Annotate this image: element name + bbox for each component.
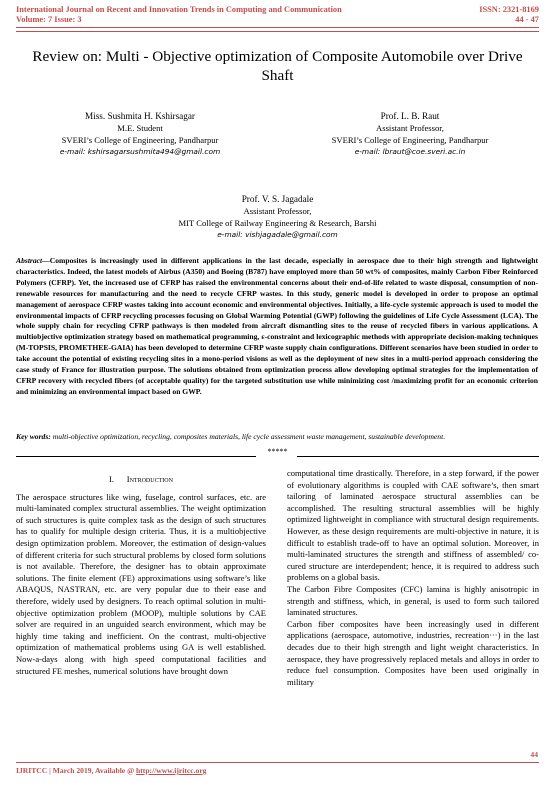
separator-line-left <box>16 456 256 457</box>
author-block-3 <box>127 193 428 241</box>
author-role: Assistant Professor, <box>243 206 312 216</box>
author-email: e-mail: vishjagadale@gmail.com <box>217 230 338 239</box>
paragraph: The Carbon Fibre Composites (CFC) lamina is highly anisotropic in strength and stiffness, which, in general, is used to form such tailored laminated structures. <box>287 583 539 618</box>
page-number: 44 <box>530 750 538 759</box>
journal-link[interactable]: http://www.ijritcc.org <box>136 766 207 775</box>
section-separator: ***** <box>267 447 288 456</box>
author-block-1 <box>30 110 250 158</box>
section-title: Introduction <box>126 474 173 484</box>
separator-line-right <box>297 456 539 457</box>
keywords-label: Key words: <box>16 432 51 441</box>
author-block-2 <box>295 110 525 158</box>
header-rule-bottom <box>16 31 539 32</box>
abstract-label: Abstract <box>16 256 43 265</box>
abstract <box>16 256 538 398</box>
author-affiliation: SVERI’s College of Engineering, Pandharpur <box>61 135 219 145</box>
footer-rule <box>16 762 539 763</box>
author-email: e-mail: kshirsagarsushmita494@gmail.com <box>59 147 221 156</box>
journal-name: International Journal on Recent and Innovation Trends in Computing and Communication <box>16 5 342 14</box>
author-name: Miss. Sushmita H. Kshirsagar <box>85 111 195 121</box>
author-affiliation: SVERI’s College of Engineering, Pandharpur <box>331 135 489 145</box>
paragraph: Carbon fiber composites have been increasingly used in different applications (aerospace, automotive, industries, recreation···) in the last decades due to their high strength and light weight characteristics. In aerospace, they have progressively replaced metals and alloys in order to reduce fuel consumption. Composites have been used originally in military <box>287 618 539 687</box>
author-name: Prof. V. S. Jagadale <box>241 194 314 204</box>
paragraph: The aerospace structures like wing, fuselage, control surfaces, etc. are multi-laminated complex structural assemblies. The weight optimization of such structures is quite complex task as the design of such structures has to qualify for multiple design criteria. Thus, it is a multiobjective design optimization problem. Moreover, the estimation of design-values of different criteria for such structural problems by closed form solutions is not available. Therefore, the designer has to obtain approximate solutions. The finite element (FE) approximations using software’s like ABAQUS, NASTRAN, etc. are very popular due to their ease and therefore, widely used by designers. To reach optimal solution in multi-objective optimization problem (MOOP), multiple solutions by CAE solver are required in an unguided search environment, which may be highly time taking and inefficient. On the contrast, multi-objective optimization of mathematical problems using GA is well established. Now-a-days along with high speed computational facilities and structured FE meshes, numerical solutions have brought down <box>16 491 266 676</box>
paper-title: Review on: Multi - Objective optimization of Composite Automobile over Drive Shaft <box>32 48 523 84</box>
keywords <box>16 432 538 442</box>
author-name: Prof. L. B. Raut <box>380 111 440 121</box>
journal-issn: ISSN: 2321-8169 <box>479 5 539 14</box>
right-column <box>287 468 539 688</box>
paragraph: computational time drastically. Therefore, in a step forward, if the power of evolutionary algorithms is coupled with CAE software’s, then smart tailoring of laminated aerospace structural assemblies can be accomplished. The resulting structural assemblies will be highly optimized lightweight in compliance with structural design requirements. However, as these design requirements are multi-objective in nature, it is difficult to establish trade-off to have an optimal solution. Moreover, in multi-laminated structures the strength and stiffness of assembled/ co-cured structure are interdependent; hence, it is required to address such problems on a global basis. <box>287 468 539 583</box>
journal-volume: Volume: 7 Issue: 3 <box>16 15 82 24</box>
header-rule-top <box>16 27 539 28</box>
footer <box>16 766 206 776</box>
footer-text: IJRITCC | March 2019, Available @ <box>16 766 137 775</box>
left-column <box>16 474 266 677</box>
author-affiliation: MIT College of Railway Engineering & Research, Barshi <box>178 218 377 228</box>
author-email: e-mail: lbraut@coe.sveri.ac.in <box>354 147 466 156</box>
section-number: I. <box>109 474 115 484</box>
keywords-text: multi-objective optimization, recycling, composites materials, life cycle assessment waste management, sustainable development. <box>50 432 446 441</box>
abstract-text: —Composites is increasingly used in different applications in the last decade, especially in aerospace due to their high strength and lightweight characteristics. Indeed, the latest models of Airbus (A350) and Boeing (B787) have employed more than 50 wt% of composites, mainly Carbon Fiber Reinforced Polymers (CFRP). Yet, the increased use of CFRP has raised the environmental concerns about their end-of-life related to waste disposal, consumption of non-renewable resources for manufacturing and the need to recycle CFRP wastes. In this study, generic model is developed in order to propose an optimal management of aerospace CFRP wastes taking into account economic and environmental objectives. Initially, a life-cycle systemic approach is used to model the environmental impacts of CFRP recycling processes focusing on Global Warming Potential (GWP) following the guidelines of Life Cycle Assessment (LCA). The whole supply chain for recycling CFRP pathways is then modeled from aircraft dismantling sites to the reuse of recycled fibers in various applications. A multiobjective optimization strategy based on mathematical programming, ε-constraint and lexicographic methods with appropriate decision-making techniques (M-TOPSIS, PROMETHEE-GAIA) has been developed to determine CFRP waste supply chain configurations. Different scenarios have been studied in order to take account the potential of existing recycling sites in a mono-period visions as well as the deployment of new sites in a multi-period approach considering the case study of France for illustration purpose. The solutions obtained from optimization process allow developing optimal strategies for the implementation of CFRP recovery with recycled fibers (of acceptable quality) for the targeted substitution use while minimizing cost /maximizing profit for an economic criterion and minimizing an environmental impact based on GWP. <box>16 256 538 396</box>
author-role: M.E. Student <box>117 123 163 133</box>
author-role: Assistant Professor, <box>376 123 444 133</box>
section-heading <box>16 474 266 486</box>
page-range: 44 - 47 <box>515 15 539 24</box>
